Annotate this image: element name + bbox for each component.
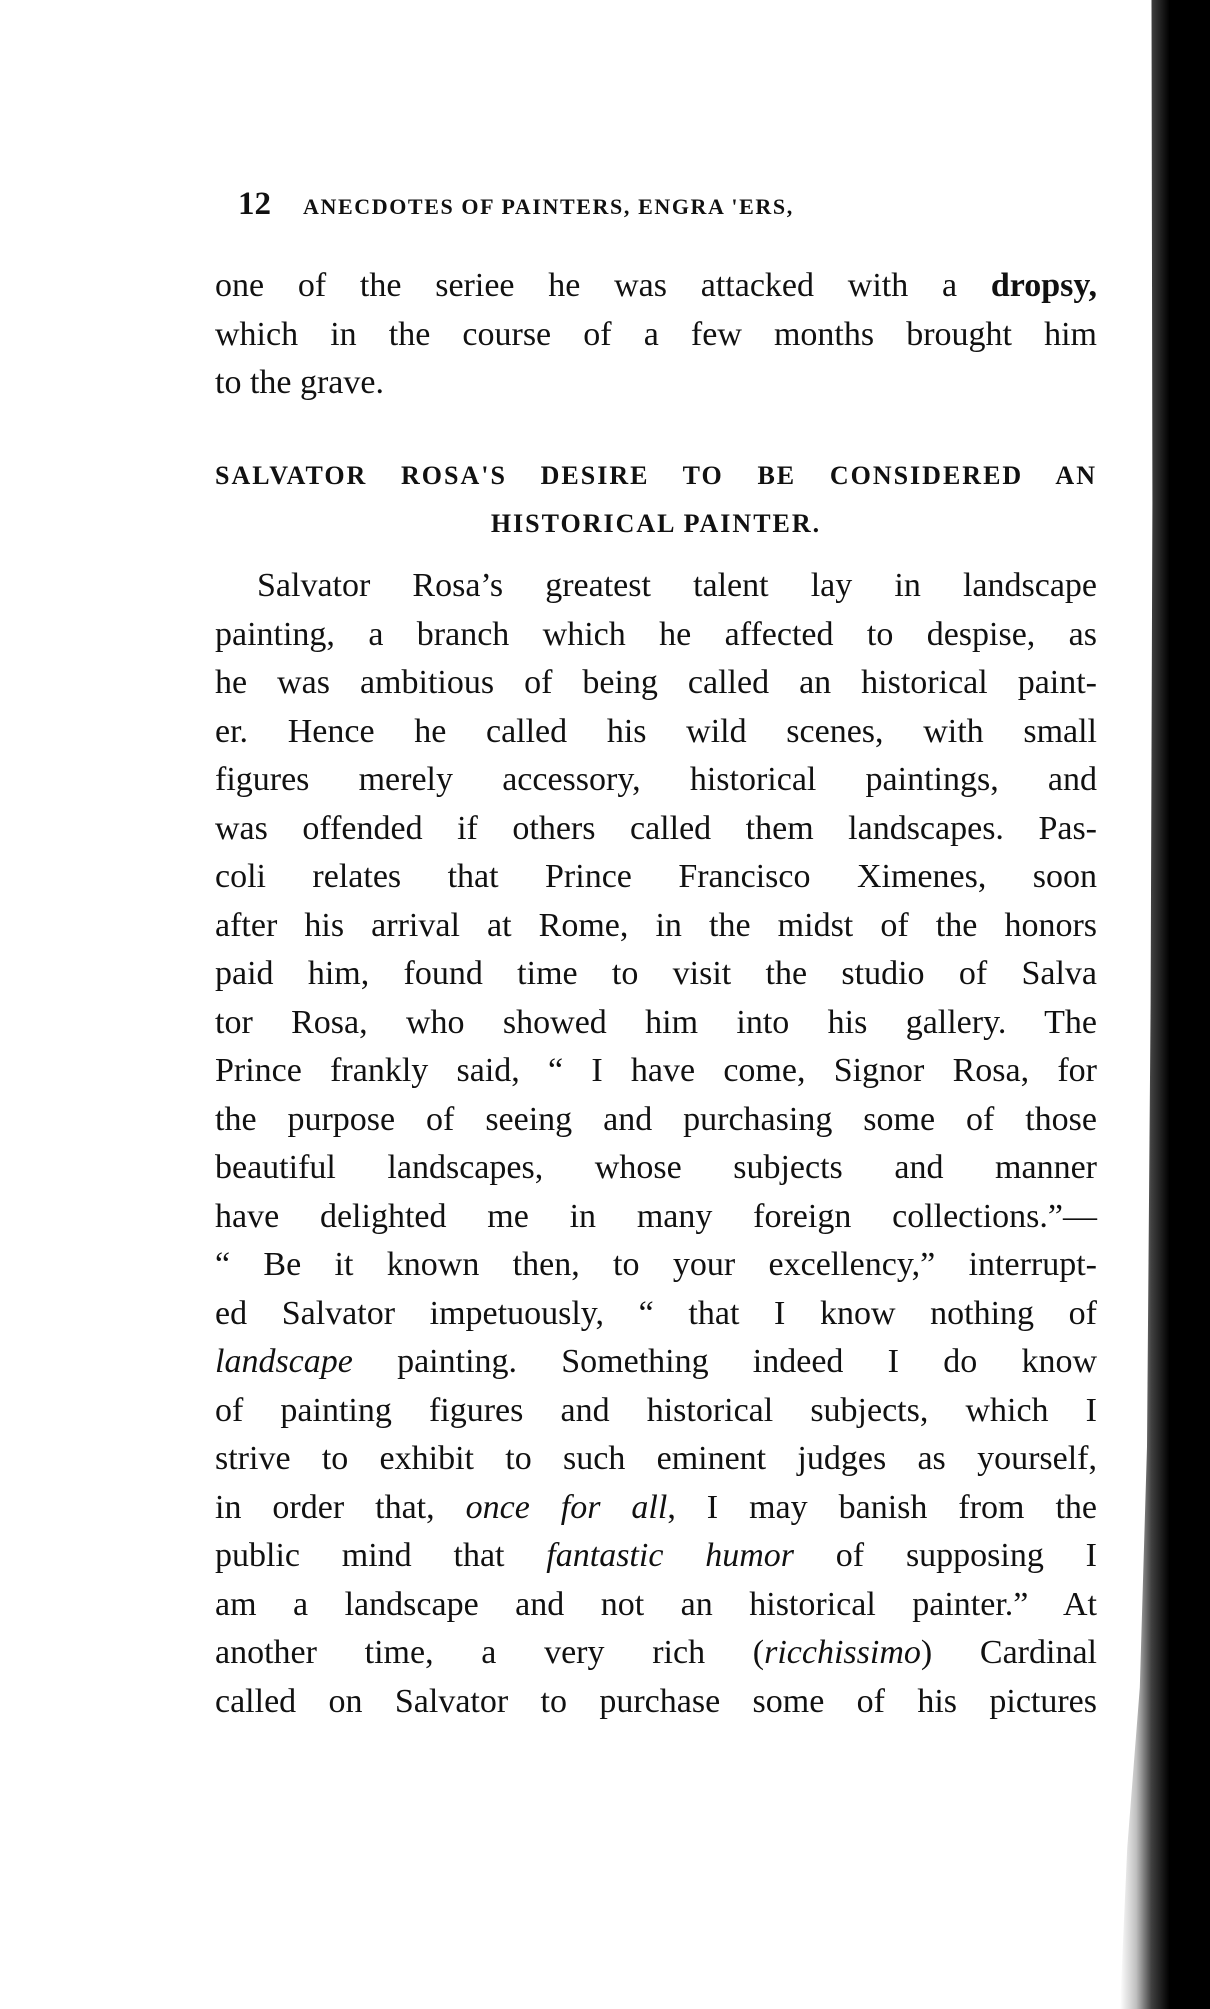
section-heading-line-1: SALVATOR ROSA'S DESIRE TO BE CONSIDERED AN [215,461,1097,490]
italic-text: fantastic humor [546,1537,794,1574]
text-line [215,902,1097,951]
text-run: paid him, found time to visit the studio of Salva [215,955,1097,992]
text-run: to the grave. [215,364,384,401]
bold-text: dropsy, [990,267,1097,304]
section-heading-line-2: HISTORICAL PAINTER. [490,509,822,538]
text-run: have delighted me in many foreign collections.”— [215,1197,1097,1235]
section-body-paragraph [215,562,1097,1726]
text-line [215,756,1097,805]
text-line [215,805,1097,854]
text-line [215,1241,1097,1290]
continuation-paragraph [215,262,1097,408]
text-line [215,950,1097,999]
text-line [215,659,1097,708]
text-run: of painting figures and historical subjects, which I [215,1391,1097,1429]
text-run: painting, a branch which he affected to despise, as [215,615,1097,653]
text-line [215,708,1097,757]
text-line [215,1435,1097,1484]
text-run: er. Hence he called his wild scenes, with small [215,712,1097,750]
text-run: which in the course of a few months brought him [215,315,1097,353]
text-run: tor Rosa, who showed him into his gallery. The [215,1003,1097,1041]
page-edge-shadow [1120,0,1210,2009]
italic-text: landscape [215,1343,353,1380]
text-line [215,311,1097,360]
italic-text: ricchissimo [764,1634,921,1671]
text-run: in order that, [215,1488,466,1526]
text-run: the purpose of seeing and purchasing some of those [215,1100,1097,1138]
text-line [215,359,1097,408]
text-run: ) Cardinal [920,1634,1097,1671]
text-run: another time, a very rich ( [215,1634,765,1671]
text-run: am a landscape and not an historical painter.” At [215,1585,1097,1623]
text-line [215,1678,1097,1727]
running-head [238,186,794,223]
text-run: figures merely accessory, historical paintings, and [215,761,1097,798]
text-run: “ Be it known then, to your excellency,” interrupt- [215,1246,1097,1283]
text-run: , I may banish from the [667,1488,1097,1526]
scan-speck [1182,232,1191,242]
text-line [215,1144,1097,1193]
text-line [215,1047,1097,1096]
text-run: public mind that [215,1537,547,1574]
text-line [215,999,1097,1048]
text-run: coli relates that Prince Francisco Ximenes, soon [215,858,1097,895]
text-run: Prince frankly said, “ I have come, Signor Rosa, for [215,1052,1097,1089]
text-run: Salvator Rosa’s greatest talent lay in landscape [257,567,1097,604]
text-run: after his arrival at Rome, in the midst of the honors [215,906,1097,944]
text-run: called on Salvator to purchase some of his pictures [215,1682,1097,1720]
text-line [215,1532,1097,1581]
text-run: beautiful landscapes, whose subjects and manner [215,1149,1097,1186]
italic-text: once for all [465,1488,668,1526]
text-line [215,1338,1097,1387]
page-number: 12 [238,186,271,222]
text-line [215,262,1097,311]
text-line [215,1484,1097,1533]
text-line [215,1290,1097,1339]
text-run: was offended if others called them landscapes. Pas- [215,809,1097,847]
section-heading [215,452,1097,548]
text-run: of supposing I [794,1537,1097,1574]
text-line [215,1629,1097,1678]
text-run: he was ambitious of being called an historical paint- [215,664,1097,701]
running-head-title: ANECDOTES OF PAINTERS, ENGRA 'ERS, [303,194,794,219]
text-run: painting. Something indeed I do know [352,1343,1097,1380]
text-line [215,1193,1097,1242]
text-line [215,1096,1097,1145]
text-line [215,1581,1097,1630]
text-run: one of the serieе he was attacked with a [215,267,991,304]
text-line [215,611,1097,660]
text-line [215,562,1097,611]
text-line [215,853,1097,902]
text-line [215,1387,1097,1436]
text-run: strive to exhibit to such eminent judges as yourself, [215,1440,1097,1477]
text-run: ed Salvator impetuously, “ that I know nothing of [215,1294,1097,1332]
